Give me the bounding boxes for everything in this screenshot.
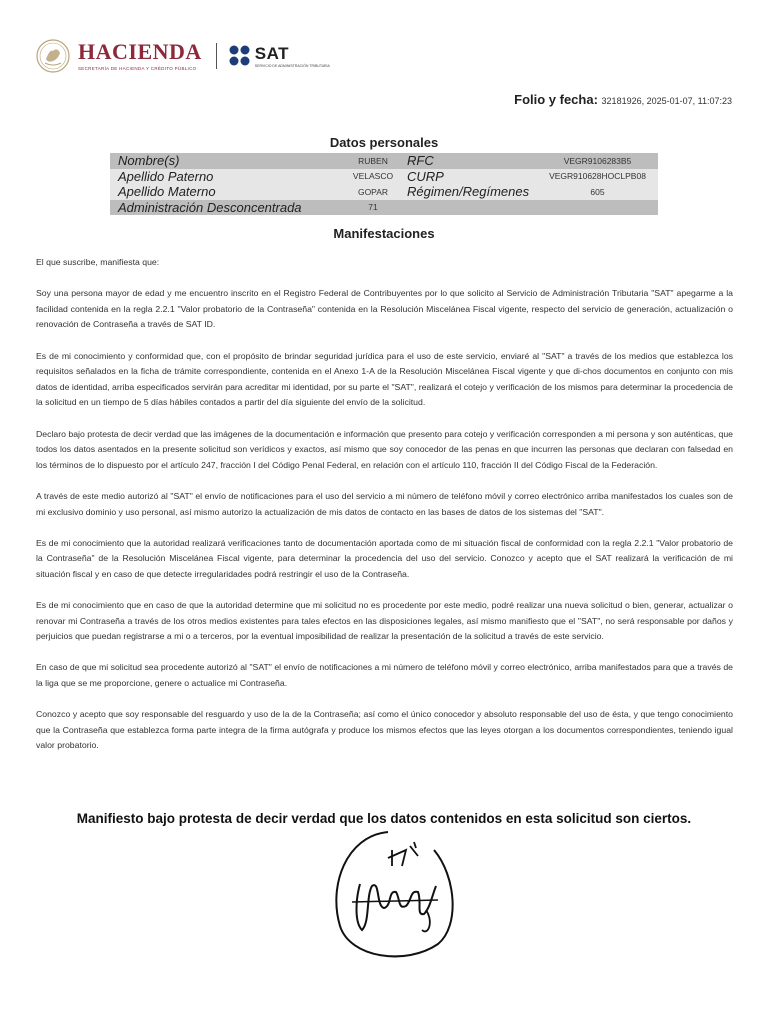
table-row — [110, 184, 658, 200]
paragraph: Es de mi conocimiento que la autoridad realizará verificaciones tanto de documentación aportada como de mi situación fiscal de conformidad con la regla 2.2.1 "Valor probatorio de la Contraseña" de la Resolución Miscelánea Fiscal vigente, para determinar la procedencia del uso del servicio. Conozco y acepto que el SAT realizará la verificación de mi situación fiscal y en caso de que detecte irregularidades podrá restringir el uso de la Contraseña. — [36, 537, 733, 579]
sat-logo-icon — [229, 45, 251, 67]
mexico-seal-icon — [36, 39, 70, 73]
row-value: 71 — [368, 202, 378, 213]
declaration: Manifiesto bajo protesta de decir verdad que los datos contenidos en esta solicitud son ciertos. — [76, 811, 692, 826]
row-value: GOPAR — [357, 186, 389, 197]
paragraph: Es de mi conocimiento y conformidad que, con el propósito de brindar seguridad jurídica para el uso de este servicio, enviaré al "SAT" a través de los medios que establezca los requisitos señalados en la ficha de trámite correspondiente, contenida en el Anexo 1-A de la Resolución Miscelánea Fiscal vigente y que di-chos documentos en conjunto con mis datos de identidad, arriba especificados servirán para acreditar mi identidad, por su parte el "SAT", realizará el cotejo y verificación de los mismos para determinar la procedencia de la solicitud en un tiempo de 5 días hábiles contados a partir del día siguiente del envío de la solicitud. — [36, 350, 733, 408]
row-value: 605 — [590, 186, 605, 197]
row-label: Régimen/Regímenes — [407, 184, 530, 200]
sat-logo — [255, 45, 330, 68]
header — [36, 36, 330, 76]
row-label: CURP — [407, 168, 444, 184]
folio-label: Folio y fecha: — [514, 92, 598, 107]
hacienda-subtitle: SECRETARÍA DE HACIENDA Y CRÉDITO PÚBLICO — [78, 66, 197, 71]
row-label: Apellido Materno — [118, 184, 216, 200]
row-value: VEGR9106283B5 — [563, 155, 632, 166]
paragraph: Conozco y acepto que soy responsable del resguardo y uso de la de la Contraseña; así como el único conocedor y absoluto responsable del uso de ésta, y que tengo conocimiento que la Contraseña que establezca forma parte integra de la firma autógrafa y produce los mismos efectos que las leyes otorgan a los documentos correspondientes, teniendo igual valor probatorio. — [36, 709, 733, 751]
logo-divider — [216, 43, 217, 69]
paragraph: Es de mi conocimiento que en caso de que la autoridad determine que mi solicitud no es procedente por este medio, podré realizar una nueva solicitud o bien, generar, actualizar o renovar mi Contraseña a través de los otros medios existentes para tales efectos en las disposiciones legales, así mismo manifiesto que el "SAT", no será responsable por daños y perjuicios que puedan registrarse a mi o a terceros, por la eventual imposibilidad de realizar la presentación de la solicitud a través de este servicio. — [36, 600, 733, 642]
table-row — [110, 153, 658, 169]
sat-name: SAT — [254, 43, 290, 63]
row-label: Administración Desconcentrada — [118, 199, 302, 215]
row-value: VEGR910628HOCLPB08 — [549, 171, 646, 182]
hacienda-logo — [78, 41, 202, 71]
row-label: RFC — [407, 153, 434, 169]
manifestaciones-title: Manifestaciones — [333, 226, 435, 241]
paragraph: A través de este medio autorizó al "SAT" el envío de notificaciones para el uso del servicio a mi número de teléfono móvil y correo electrónico arriba manifestados los cuales son de mi exclusivo dominio y uso personal, así mismo autorizo la actualización de mis datos de contacto en las bases de datos de los sistemas del "SAT". — [36, 490, 733, 517]
paragraph: Declaro bajo protesta de decir verdad que las imágenes de la documentación e información que presento para cotejo y verificación corresponden a mi persona y son auténticas, que todos los datos asentados en la presente solicitud son verídicos y exactos, así mismo que soy conocedor de las penas en que incurren las personas que declaran con falsedad en los términos de lo dispuesto por el artículo 247, fracción I del Código Penal Federal, en relación con el artículo 110, fracción II del Código Fiscal de la Federación. — [36, 428, 733, 470]
paragraph: En caso de que mi solicitud sea procedente autorizó al "SAT" el envío de notificaciones a mi número de teléfono móvil y correo electrónico, arriba manifestados para que a través de la liga que se me proporcione, genere o actualice mi Contraseña. — [36, 662, 733, 689]
handwritten-signature — [326, 826, 464, 966]
folio-value: 32181926, 2025-01-07, 11:07:23 — [601, 96, 732, 106]
row-label: Apellido Paterno — [118, 168, 214, 184]
row-value: RUBEN — [358, 155, 388, 166]
row-value: VELASCO — [352, 171, 394, 182]
table-row — [110, 169, 658, 185]
sat-subtitle: SERVICIO DE ADMINISTRACIÓN TRIBUTARIA — [254, 63, 330, 68]
datos-personales-title: Datos personales — [329, 135, 439, 150]
manifestaciones-body — [36, 255, 733, 770]
paragraph: Soy una persona mayor de edad y me encuentro inscrito en el Registro Federal de Contribuyentes por lo que solicito al Servicio de Administración Tributaria "SAT" apegarme a la facilidad contenida en la regla 2.2.1 "Valor probatorio de la Contraseña" contenida en la Resolución Miscelánea Fiscal vigente, respecto del servicio de generación, actualización o renovación de Contraseña a través de SAT ID. — [36, 288, 733, 330]
folio — [514, 92, 732, 107]
hacienda-name: HACIENDA — [78, 39, 202, 64]
personal-data-table — [110, 153, 658, 215]
table-row — [110, 200, 658, 216]
paragraph: El que suscribe, manifiesta que: — [36, 257, 160, 267]
row-label: Nombre(s) — [118, 153, 180, 169]
